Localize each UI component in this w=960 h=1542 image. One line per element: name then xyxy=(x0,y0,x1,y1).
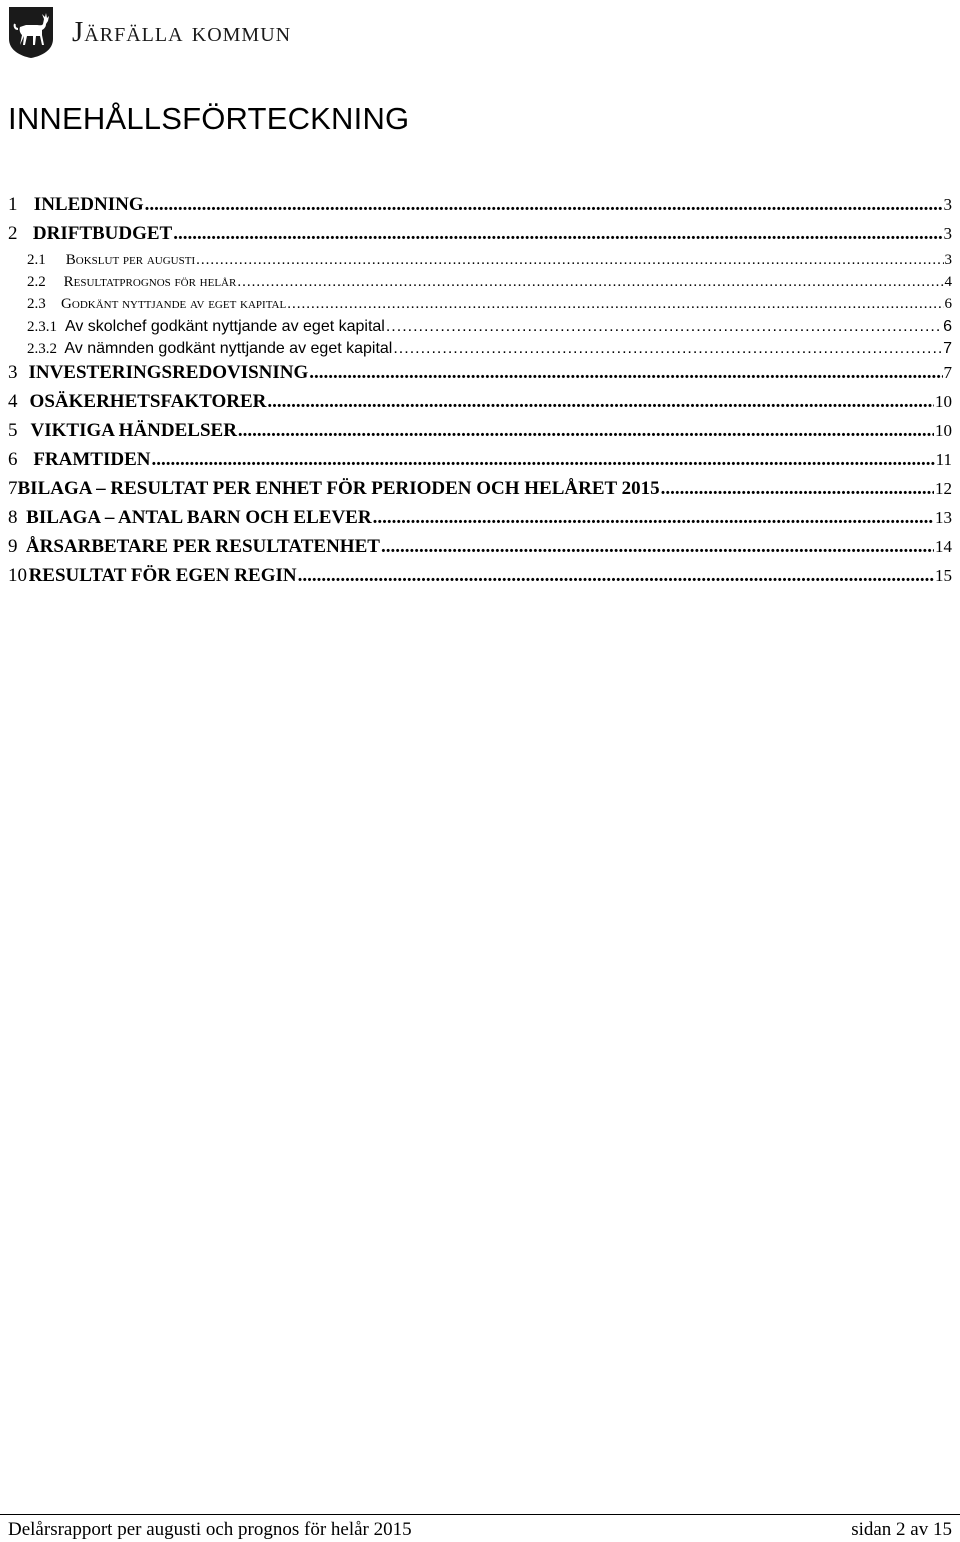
toc-entry-number: 2.1 xyxy=(27,252,46,268)
toc-entry-title: ÅRSARBETARE PER RESULTATENHET xyxy=(25,536,380,557)
toc-entry-title: Av nämnden godkänt nyttjande av eget kapital xyxy=(64,340,393,357)
toc-entry-title: Godkänt nyttjande av eget kapital xyxy=(61,296,287,312)
toc-dot-leader xyxy=(237,275,943,290)
toc-entry-number: 2.3 xyxy=(27,296,46,312)
footer-document-title: Delårsrapport per augusti och prognos för helår 2015 xyxy=(8,1519,412,1540)
toc-entry-title: INLEDNING xyxy=(33,194,144,215)
toc-entry[interactable] xyxy=(8,195,952,224)
footer-page-number: sidan 2 av 15 xyxy=(851,1519,952,1540)
toc-entry-number: 8 xyxy=(8,507,18,528)
toc-entry-title: OSÄKERHETSFAKTORER xyxy=(29,391,267,412)
toc-entry-number: 5 xyxy=(8,420,18,441)
toc-entry-title: Resultatprognos för helår xyxy=(63,274,237,290)
toc-entry-number: 3 xyxy=(8,362,18,383)
toc-entry-number: 2.3.1 xyxy=(27,319,57,335)
toc-entry-title: FRAMTIDEN xyxy=(33,449,151,470)
toc-entry-page: 4 xyxy=(944,274,952,290)
toc-entry-page: 14 xyxy=(935,537,952,556)
toc-entry-number: 4 xyxy=(8,391,18,412)
toc-entry-number: 6 xyxy=(8,449,18,470)
toc-entry-page: 15 xyxy=(935,566,952,585)
header-logo xyxy=(6,4,291,60)
table-of-contents xyxy=(8,195,952,595)
toc-dot-leader xyxy=(386,319,942,335)
toc-dot-leader xyxy=(267,392,934,411)
page-footer xyxy=(0,1514,960,1541)
toc-entry-number: 1 xyxy=(8,194,18,215)
toc-dot-leader xyxy=(298,566,934,585)
toc-entry-number: 7 xyxy=(8,478,18,499)
toc-entry[interactable] xyxy=(8,297,952,319)
toc-entry-title: BILAGA – ANTAL BARN OCH ELEVER xyxy=(26,507,372,528)
toc-dot-leader xyxy=(145,195,943,214)
toc-entry[interactable] xyxy=(8,566,952,595)
toc-entry-page: 3 xyxy=(943,195,952,214)
toc-entry-page: 13 xyxy=(935,508,952,527)
toc-entry-page: 10 xyxy=(935,392,952,411)
toc-entry-title: Bokslut per augusti xyxy=(65,252,196,268)
toc-dot-leader xyxy=(287,297,943,312)
toc-entry[interactable] xyxy=(8,537,952,566)
toc-entry-number: 2.2 xyxy=(27,274,46,290)
toc-entry[interactable] xyxy=(8,319,952,341)
org-name: Järfälla kommun xyxy=(72,15,292,48)
toc-entry-page: 7 xyxy=(943,340,952,357)
toc-dot-leader xyxy=(173,224,942,243)
toc-entry-title: INVESTERINGSREDOVISNING xyxy=(28,362,309,383)
toc-entry[interactable] xyxy=(8,421,952,450)
toc-entry[interactable] xyxy=(8,479,952,508)
toc-entry[interactable] xyxy=(8,253,952,275)
toc-entry-page: 10 xyxy=(935,421,952,440)
toc-dot-leader xyxy=(393,341,942,357)
toc-entry-number: 9 xyxy=(8,536,18,557)
toc-dot-leader xyxy=(238,421,934,440)
toc-entry-page: 7 xyxy=(943,363,952,382)
toc-entry-page: 3 xyxy=(943,224,952,243)
toc-entry-number: 2.3.2 xyxy=(27,341,57,357)
toc-dot-leader xyxy=(381,537,934,556)
toc-entry[interactable] xyxy=(8,341,952,363)
toc-entry[interactable] xyxy=(8,363,952,392)
toc-dot-leader xyxy=(309,363,942,382)
toc-entry[interactable] xyxy=(8,224,952,253)
toc-entry-page: 3 xyxy=(944,252,952,268)
toc-entry-number: 10 xyxy=(8,565,27,586)
toc-dot-leader xyxy=(151,450,934,469)
toc-entry[interactable] xyxy=(8,392,952,421)
toc-entry-title: BILAGA – RESULTAT PER ENHET FÖR PERIODEN OCH HELÅRET 2015 xyxy=(17,478,660,499)
toc-title: INNEHÅLLSFÖRTECKNING xyxy=(8,101,410,136)
toc-dot-leader xyxy=(196,253,943,268)
toc-entry-title: VIKTIGA HÄNDELSER xyxy=(30,420,237,441)
toc-entry-title: RESULTAT FÖR EGEN REGIN xyxy=(28,565,297,586)
toc-entry-title: DRIFTBUDGET xyxy=(32,223,173,244)
toc-dot-leader xyxy=(661,479,934,498)
toc-entry[interactable] xyxy=(8,450,952,479)
toc-entry[interactable] xyxy=(8,275,952,297)
toc-entry-page: 11 xyxy=(935,450,952,469)
toc-entry-page: 12 xyxy=(935,479,952,498)
toc-entry[interactable] xyxy=(8,508,952,537)
deer-crest-icon xyxy=(6,5,56,59)
toc-entry-page: 6 xyxy=(944,296,952,312)
toc-dot-leader xyxy=(373,508,934,527)
toc-entry-number: 2 xyxy=(8,223,18,244)
toc-entry-page: 6 xyxy=(943,318,952,335)
toc-entry-title: Av skolchef godkänt nyttjande av eget kapital xyxy=(64,318,385,335)
